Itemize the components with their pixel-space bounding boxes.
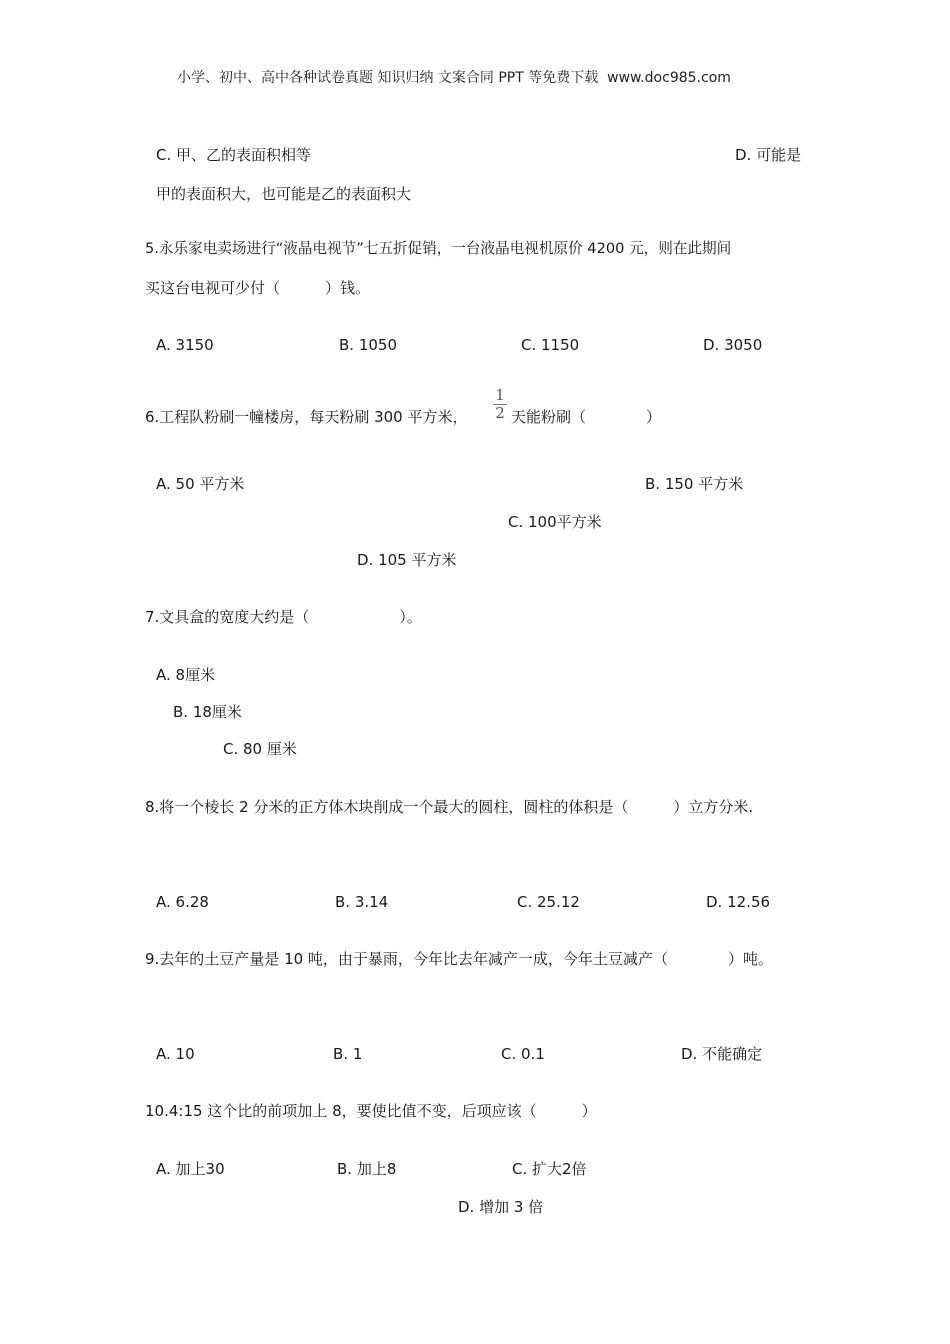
q4-option-c: C. 甲、乙的表面积相等 [156,146,312,164]
q4-option-d: D. 可能是 [735,146,802,164]
q6-option-d: D. 105 平方米 [357,551,457,569]
q6-fraction [492,387,508,422]
q6-text-before: 6.工程队粉刷一幢楼房，每天粉刷 300 平方米， [145,408,468,426]
q5-option-c: C. 1150 [521,336,580,354]
page-header [177,68,731,88]
q6-option-a: A. 50 平方米 [156,475,245,493]
q5-text-line1: 5.永乐家电卖场进行“液晶电视节”七五折促销，一台液晶电视机原价 4200 元，则在此期间 [145,240,732,257]
q6-text-after: 天能粉刷（ ） [511,408,662,426]
q7-option-c: C. 80 厘米 [223,740,297,758]
header-text: 小学、初中、高中各种试卷真题 知识归纳 文案合同 PPT 等免费下载 [177,70,599,86]
q10-option-d: D. 增加 3 倍 [458,1198,544,1216]
q4-option-d-continued: 甲的表面积大，也可能是乙的表面积大 [156,185,412,203]
q9-option-d: D. 不能确定 [681,1045,763,1063]
q5-text-line2: 买这台电视可少付（ ）钱。 [145,279,371,297]
q6-fraction-denominator: 2 [495,404,505,422]
q7-text: 7.文具盒的宽度大约是（ ）。 [145,608,422,626]
q6-option-c: C. 100平方米 [508,513,602,531]
q5-option-a: A. 3150 [156,336,214,354]
header-url: www.doc985.com [607,70,731,86]
q9-text: 9.去年的土豆产量是 10 吨，由于暴雨，今年比去年减产一成，今年土豆减产（ ）吨。 [145,950,773,968]
q10-option-c: C. 扩大2倍 [512,1160,587,1178]
q8-option-c: C. 25.12 [517,893,580,911]
q5-option-d: D. 3050 [703,336,763,354]
q6-fraction-numerator: 1 [495,386,505,404]
q10-option-b: B. 加上8 [337,1160,397,1178]
q10-option-a: A. 加上30 [156,1160,225,1178]
q9-option-a: A. 10 [156,1045,195,1063]
q9-option-c: C. 0.1 [501,1045,545,1063]
q7-option-b: B. 18厘米 [173,703,242,721]
q7-option-a: A. 8厘米 [156,666,216,684]
q8-option-a: A. 6.28 [156,893,209,911]
q10-text: 10.4:15 这个比的前项加上 8，要使比值不变，后项应该（ ） [145,1102,597,1120]
q8-option-d: D. 12.56 [706,893,771,911]
q9-option-b: B. 1 [333,1045,363,1063]
q8-text: 8.将一个棱长 2 分米的正方体木块削成一个最大的圆柱，圆柱的体积是（ ）立方分米. [145,798,754,816]
q8-option-b: B. 3.14 [335,893,389,911]
q6-option-b: B. 150 平方米 [645,475,744,493]
q5-option-b: B. 1050 [339,336,398,354]
